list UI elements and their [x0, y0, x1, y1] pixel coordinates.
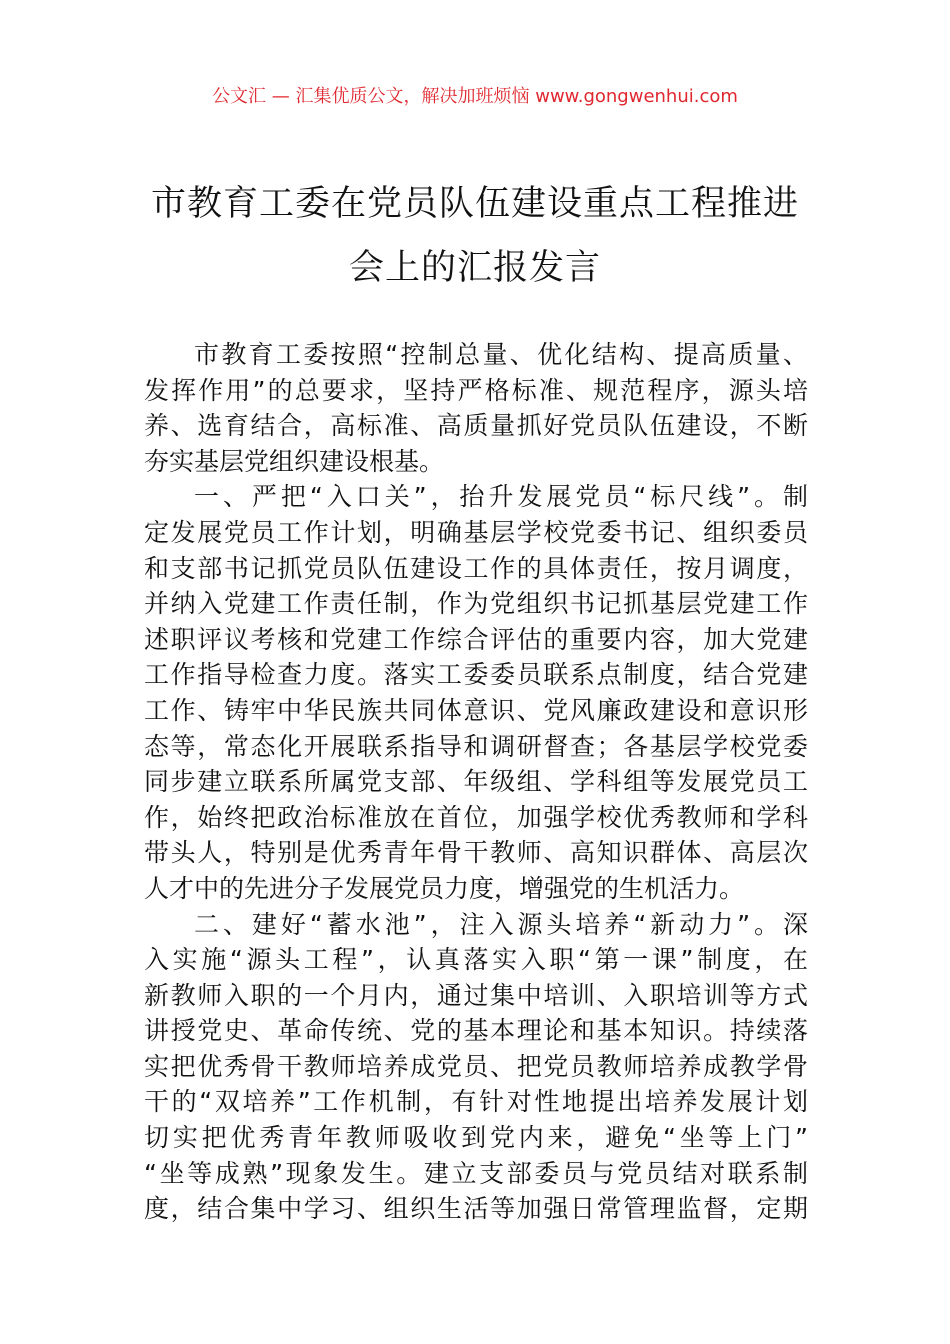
document-title — [140, 172, 810, 300]
text-line: 态等，常态化开展联系指导和调研督查；各基层学校党委 — [144, 731, 808, 761]
text-line: 发挥作用”的总要求，坚持严格标准、规范程序，源头培 — [144, 375, 808, 405]
text-line: 带头人，特别是优秀青年骨干教师、高知识群体、高层次 — [144, 838, 808, 868]
text-line: 养、选育结合，高标准、高质量抓好党员队伍建设，不断 — [144, 411, 808, 441]
title-line-1: 市教育工委在党员队伍建设重点工程推进 — [150, 184, 799, 224]
text-line: 夯实基层党组织建设根基。 — [144, 446, 445, 476]
text-line: 干的“双培养”工作机制，有针对性地提出培养发展计划 — [144, 1087, 808, 1117]
paragraph-section-two — [144, 907, 808, 1227]
text-line: 工作指导检查力度。落实工委委员联系点制度，结合党建 — [144, 660, 808, 690]
text-line: 讲授党史、革命传统、党的基本理论和基本知识。持续落 — [144, 1016, 808, 1046]
text-line: 实把优秀骨干教师培养成党员、把党员教师培养成教学骨 — [144, 1051, 808, 1081]
text-line: 工作、铸牢中华民族共同体意识、党风廉政建设和意识形 — [144, 695, 808, 725]
paragraph-intro — [144, 337, 808, 479]
text-line: 度，结合集中学习、组织生活等加强日常管理监督，定期 — [144, 1194, 808, 1224]
document-body — [144, 337, 808, 1227]
watermark-header-banner: 公文汇 — 汇集优质公文，解决加班烦恼 www.gongwenhui.com — [212, 86, 738, 107]
text-line: 和支部书记抓党员队伍建设工作的具体责任，按月调度， — [144, 553, 808, 583]
text-line: 新教师入职的一个月内，通过集中培训、入职培训等方式 — [144, 980, 808, 1010]
paragraph-section-one — [144, 479, 808, 906]
text-line: 并纳入党建工作责任制，作为党组织书记抓基层党建工作 — [144, 589, 808, 619]
text-line: 切实把优秀青年教师吸收到党内来，避免“坐等上门” — [144, 1123, 808, 1153]
text-line: “坐等成熟”现象发生。建立支部委员与党员结对联系制 — [144, 1158, 808, 1188]
text-line: 二、建好“蓄水池”，注入源头培养“新动力”。深 — [194, 909, 808, 939]
text-line: 一、严把“入口关”，抬升发展党员“标尺线”。制 — [194, 482, 808, 512]
text-line: 定发展党员工作计划，明确基层学校党委书记、组织委员 — [144, 517, 808, 547]
text-line: 述职评议考核和党建工作综合评估的重要内容，加大党建 — [144, 624, 808, 654]
text-line: 入实施“源头工程”，认真落实入职“第一课”制度，在 — [144, 945, 808, 975]
text-line: 同步建立联系所属党支部、年级组、学科组等发展党员工 — [144, 767, 808, 797]
text-line: 市教育工委按照“控制总量、优化结构、提高质量、 — [194, 340, 808, 369]
text-line: 作，始终把政治标准放在首位，加强学校优秀教师和学科 — [144, 802, 808, 832]
title-line-2: 会上的汇报发言 — [348, 248, 601, 288]
text-line: 人才中的先进分子发展党员力度，增强党的生机活力。 — [144, 873, 745, 903]
